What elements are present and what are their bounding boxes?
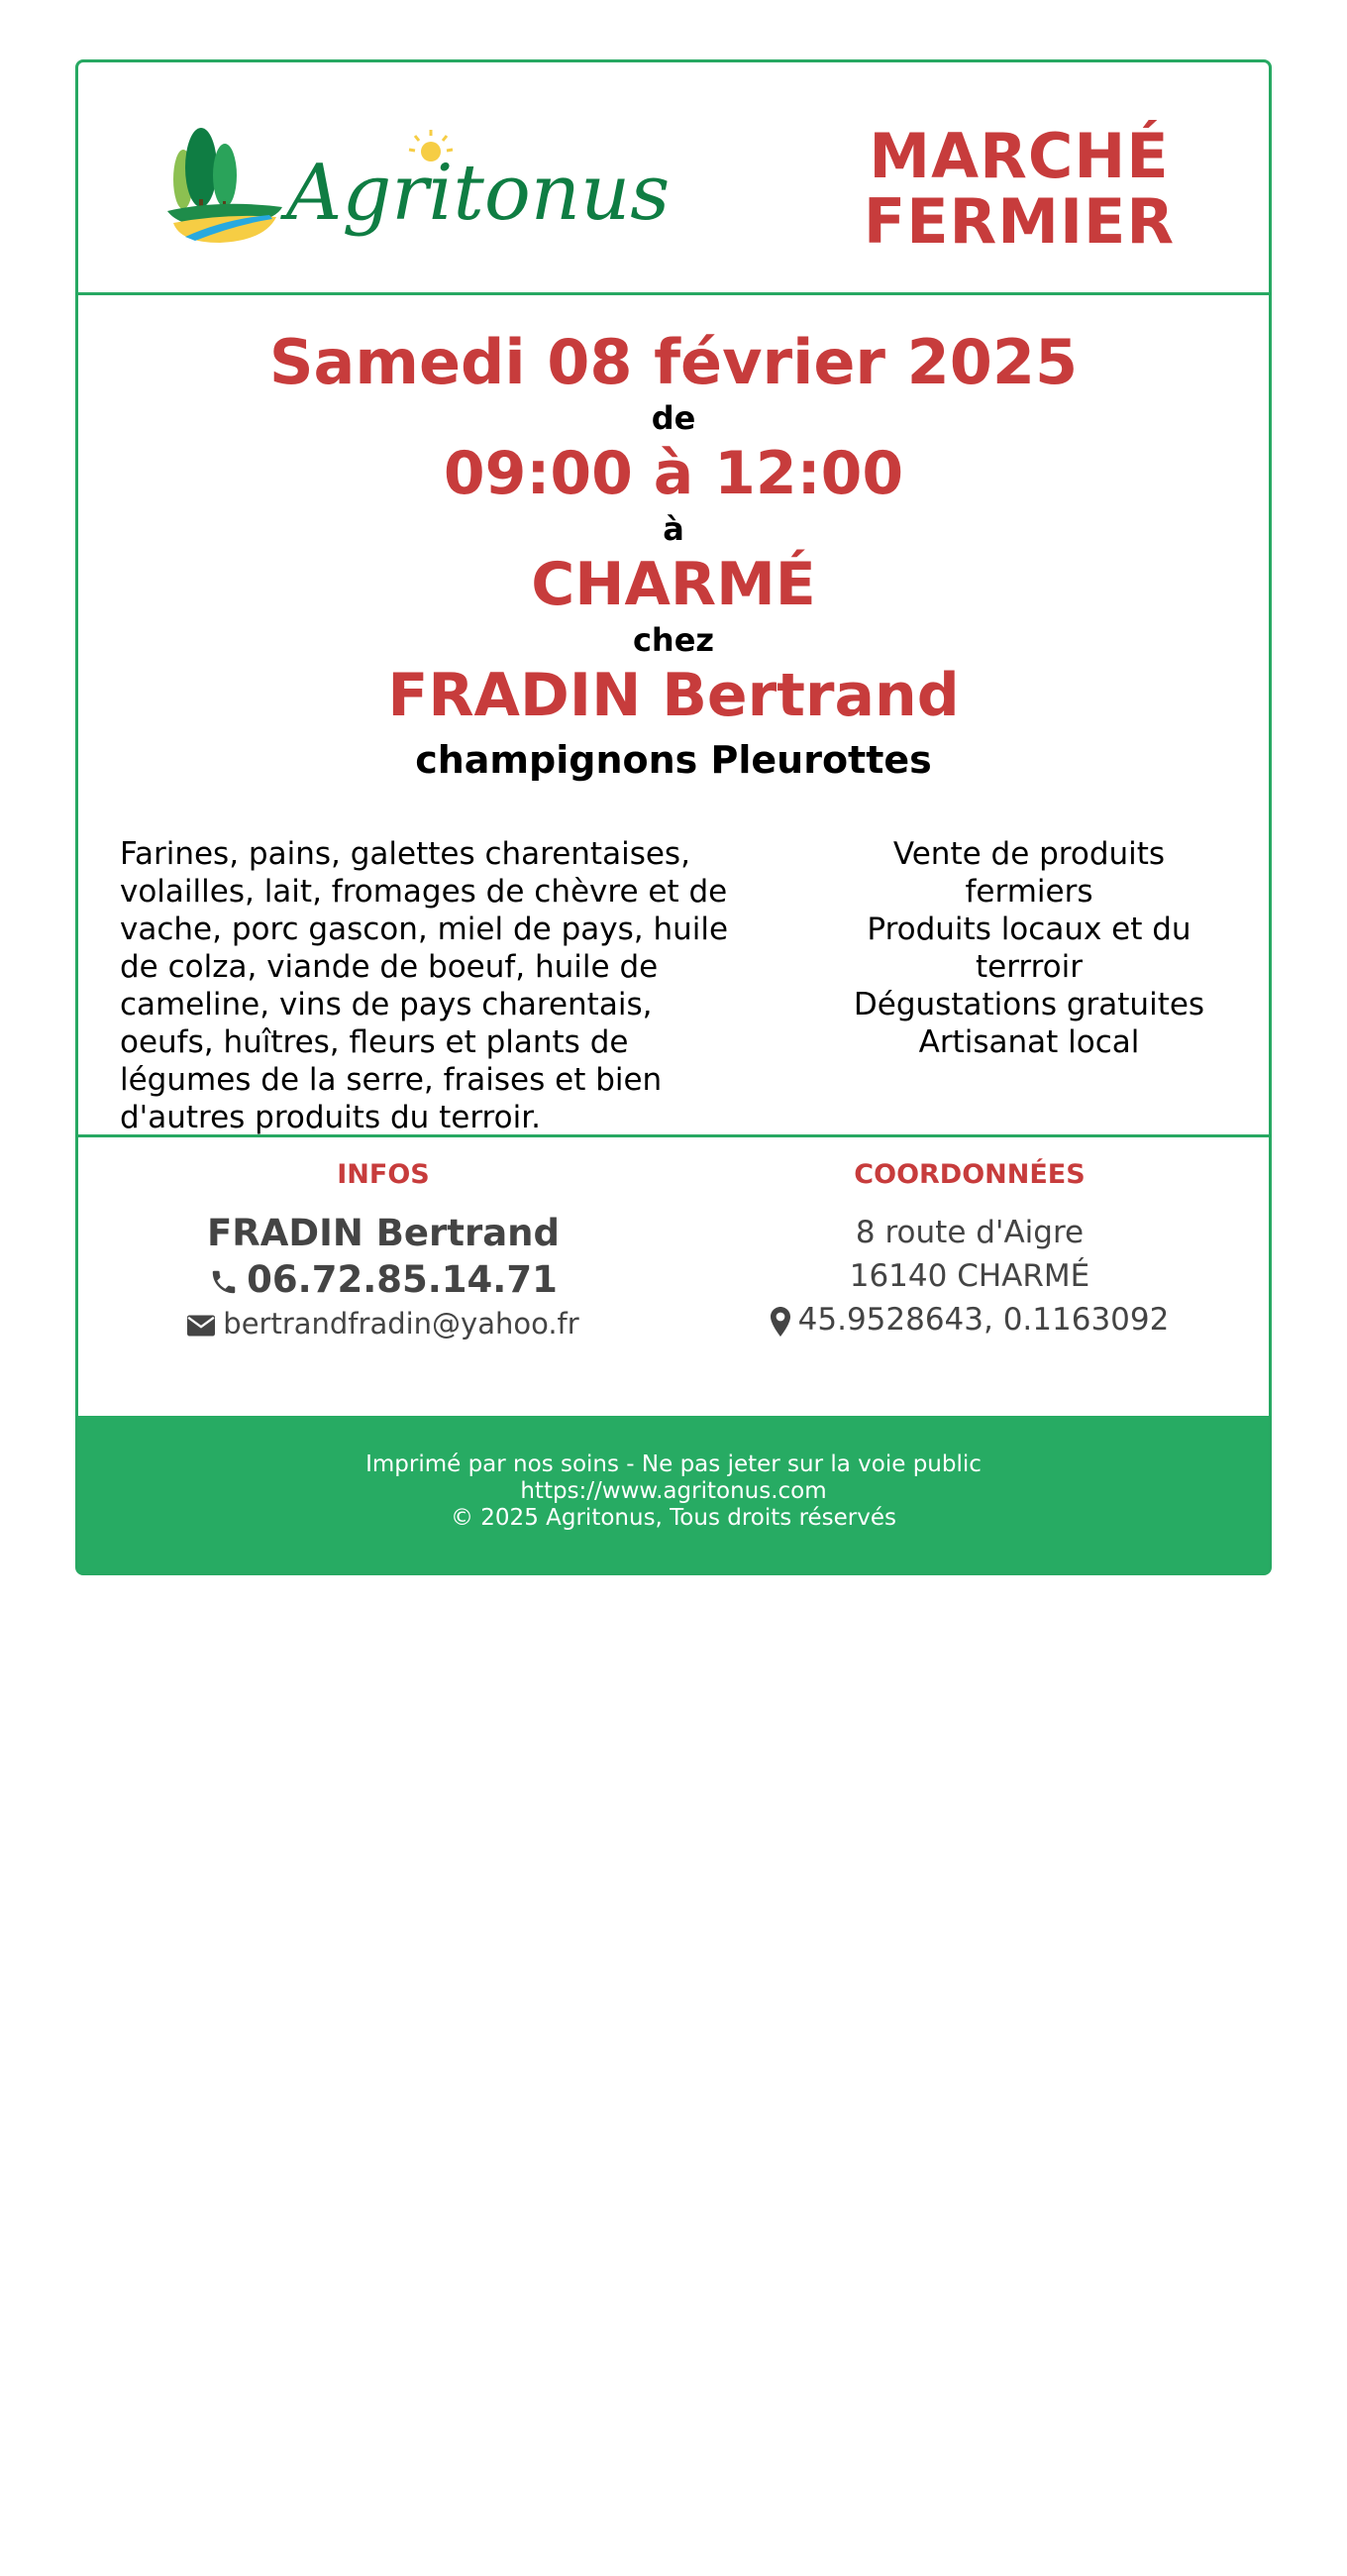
footer-url[interactable]: https://www.agritonus.com [520,1478,827,1504]
connector-de: de [651,399,696,437]
phone-icon [209,1266,239,1298]
feature-item: Produits locaux et du terrroir [867,912,1192,985]
map-marker-icon [771,1307,790,1337]
event-time: 09:00 à 12:00 [443,439,904,508]
contact-email[interactable] [106,1304,661,1343]
footer-copyright: © 2025 Agritonus, Tous droits réservés [450,1505,897,1531]
coords-column [692,1157,1247,1342]
event-producer: FRADIN Bertrand [387,661,960,730]
producer-specialty: champignons Pleurottes [415,738,932,782]
connector-a: à [663,510,684,548]
feature-item: Artisanat local [918,1024,1140,1060]
market-features [831,835,1227,1061]
logo-graphic [165,120,671,249]
market-title-line1: MARCHÉ [869,120,1170,192]
contact-phone-number: 06.72.85.14.71 [247,1258,558,1301]
market-title-line2: FERMIER [863,185,1176,258]
connector-chez: chez [632,621,715,659]
gps-coordinates[interactable] [692,1298,1247,1342]
poster-header [78,62,1269,295]
event-details [78,295,1269,785]
event-date: Samedi 08 février 2025 [268,326,1079,398]
logo-wordmark: Agritonus [286,149,671,238]
contact-phone[interactable] [106,1256,661,1304]
coords-heading: COORDONNÉES [854,1159,1086,1190]
feature-item: Dégustations gratuites [853,987,1205,1022]
market-title [831,120,1207,258]
feature-item: Vente de produits fermiers [892,836,1166,910]
address-city: 16140 CHARMÉ [849,1258,1090,1294]
poster-footer [78,1416,1269,1572]
agritonus-logo[interactable] [165,120,671,249]
address-street: 8 route d'Aigre [855,1215,1085,1250]
contact-email-address: bertrandfradin@yahoo.fr [223,1307,579,1341]
contact-section [78,1134,1269,1422]
poster-card [75,59,1272,1575]
contact-name: FRADIN Bertrand [207,1212,560,1254]
infos-heading: INFOS [337,1159,430,1190]
event-place: CHARMÉ [531,550,816,619]
envelope-icon [187,1315,215,1337]
gps-value: 45.9528643, 0.1163092 [797,1302,1170,1338]
infos-column [106,1157,661,1343]
footer-notice: Imprimé par nos soins - Ne pas jeter sur la voie public [365,1451,982,1477]
products-description: Farines, pains, galettes charentaises, volailles, lait, fromages de chèvre et de vache, porc gascon, miel de pays, huile de colza, viande de boeuf, huile de cameline, vins de pays charentais, oeufs, huîtres, fleurs et plants de légumes de la serre, fraises et bien d'autres produits du terroir. [120,836,729,1135]
